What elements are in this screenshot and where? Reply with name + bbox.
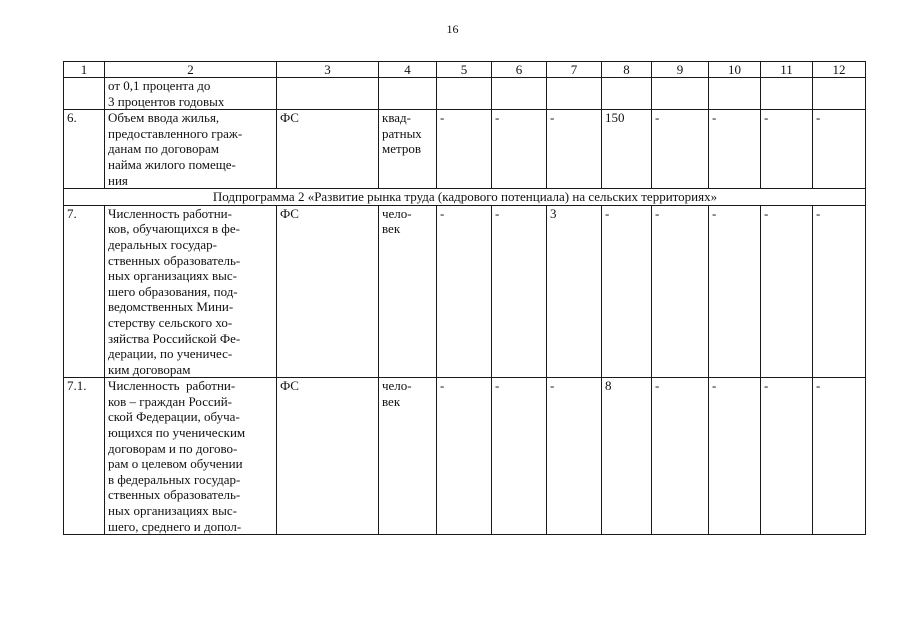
indicator-name-cell — [105, 110, 277, 189]
value-col-8-cell — [602, 378, 652, 535]
value-col-7-cell — [547, 78, 602, 110]
value-col-10-cell — [709, 78, 761, 110]
unit-cell — [379, 205, 437, 378]
data-source: ФС — [280, 378, 299, 394]
value-col-12: - — [816, 110, 821, 126]
value-col-6: - — [495, 110, 500, 126]
table-row — [64, 378, 866, 535]
column-number-cell: 10 — [709, 62, 761, 78]
table-row — [64, 205, 866, 378]
value-col-10: - — [712, 378, 717, 394]
value-col-5-cell — [437, 110, 492, 189]
row-number-cell — [64, 78, 105, 110]
value-col-12-cell — [813, 110, 866, 189]
value-col-9-cell — [652, 78, 709, 110]
value-col-12: - — [816, 378, 821, 394]
value-col-5: - — [440, 205, 445, 221]
indicator-name: Объем ввода жилья, предоставленного граж- данам по договорам найма жилого помеще- ния — [108, 110, 243, 188]
value-col-6-cell — [492, 205, 547, 378]
value-col-11-cell — [761, 110, 813, 189]
value-col-11: - — [764, 110, 769, 126]
row-number: 7.1. — [67, 378, 87, 394]
value-col-10: - — [712, 205, 717, 221]
value-col-8-cell — [602, 110, 652, 189]
value-col-6-cell — [492, 378, 547, 535]
unit: чело- век — [382, 205, 412, 237]
section-title: Подпрограмма 2 «Развитие рынка труда (кадрового потенциала) на сельских территориях» — [64, 189, 866, 206]
row-number-cell — [64, 378, 105, 535]
unit-cell — [379, 378, 437, 535]
value-col-8: 8 — [605, 378, 612, 394]
value-col-7-cell — [547, 205, 602, 378]
value-col-7: - — [550, 378, 555, 394]
indicator-name-cell — [105, 78, 277, 110]
value-col-9-cell — [652, 205, 709, 378]
value-col-12-cell — [813, 205, 866, 378]
value-col-10-cell — [709, 205, 761, 378]
value-col-12-cell — [813, 78, 866, 110]
value-col-8: - — [605, 205, 610, 221]
column-number-cell: 11 — [761, 62, 813, 78]
table-row — [64, 110, 866, 189]
column-number-row — [64, 62, 866, 78]
indicator-name: Численность работни- ков – граждан Россий- ской Федерации, обуча- ющихся по ученическим договорам и по догово- рам о целевом обучении в федеральных государ- ственных образователь- ных организациях выс- шего, среднего и допол- — [108, 378, 246, 534]
row-number: 6. — [67, 110, 77, 126]
unit: квад- ратных метров — [382, 110, 422, 157]
value-col-11: - — [764, 205, 769, 221]
data-source: ФС — [280, 205, 299, 221]
unit-cell — [379, 110, 437, 189]
column-number-cell: 8 — [602, 62, 652, 78]
value-col-6-cell — [492, 110, 547, 189]
column-number-cell: 6 — [492, 62, 547, 78]
data-source-cell — [277, 378, 379, 535]
value-col-5-cell — [437, 78, 492, 110]
column-number-cell: 9 — [652, 62, 709, 78]
value-col-12-cell — [813, 378, 866, 535]
column-number-cell: 2 — [105, 62, 277, 78]
indicator-name: от 0,1 процента до 3 процентов годовых — [108, 78, 225, 109]
column-number-cell: 4 — [379, 62, 437, 78]
row-number: 7. — [67, 205, 77, 221]
value-col-9: - — [655, 110, 660, 126]
column-number-cell: 7 — [547, 62, 602, 78]
value-col-6: - — [495, 205, 500, 221]
value-col-5-cell — [437, 378, 492, 535]
value-col-7-cell — [547, 378, 602, 535]
value-col-11-cell — [761, 378, 813, 535]
value-col-8-cell — [602, 205, 652, 378]
value-col-5: - — [440, 110, 445, 126]
value-col-6: - — [495, 378, 500, 394]
value-col-7: 3 — [550, 205, 557, 221]
data-source-cell — [277, 110, 379, 189]
value-col-9-cell — [652, 378, 709, 535]
value-col-11-cell — [761, 78, 813, 110]
value-col-11: - — [764, 378, 769, 394]
indicator-name-cell — [105, 205, 277, 378]
unit: чело- век — [382, 378, 412, 409]
section-header-row — [64, 189, 866, 206]
data-source-cell — [277, 78, 379, 110]
column-number-cell: 5 — [437, 62, 492, 78]
value-col-5-cell — [437, 205, 492, 378]
data-source: ФС — [280, 110, 299, 126]
value-col-8-cell — [602, 78, 652, 110]
unit-cell — [379, 78, 437, 110]
value-col-9: - — [655, 205, 660, 221]
indicator-name: Численность работни- ков, обучающихся в фе- деральных государ- ственных образователь- ных организациях выс- шего образования, под- ведомственных Мини- стерству сельского хо- зяйства Российской Фе- дерации, по ученичес- ким договорам — [108, 205, 241, 377]
column-number-cell: 3 — [277, 62, 379, 78]
value-col-9: - — [655, 378, 660, 394]
value-col-7: - — [550, 110, 555, 126]
row-number-cell — [64, 110, 105, 189]
value-col-9-cell — [652, 110, 709, 189]
value-col-10: - — [712, 110, 717, 126]
page-number: 16 — [446, 22, 459, 36]
table-row — [64, 78, 866, 110]
value-col-11-cell — [761, 205, 813, 378]
value-col-7-cell — [547, 110, 602, 189]
value-col-12: - — [816, 205, 821, 221]
data-source-cell — [277, 205, 379, 378]
value-col-5: - — [440, 378, 445, 394]
value-col-6-cell — [492, 78, 547, 110]
indicator-name-cell — [105, 378, 277, 535]
value-col-10-cell — [709, 378, 761, 535]
data-table — [63, 61, 866, 535]
value-col-10-cell — [709, 110, 761, 189]
column-number-cell: 1 — [64, 62, 105, 78]
value-col-8: 150 — [605, 110, 625, 126]
row-number-cell — [64, 205, 105, 378]
column-number-cell: 12 — [813, 62, 866, 78]
